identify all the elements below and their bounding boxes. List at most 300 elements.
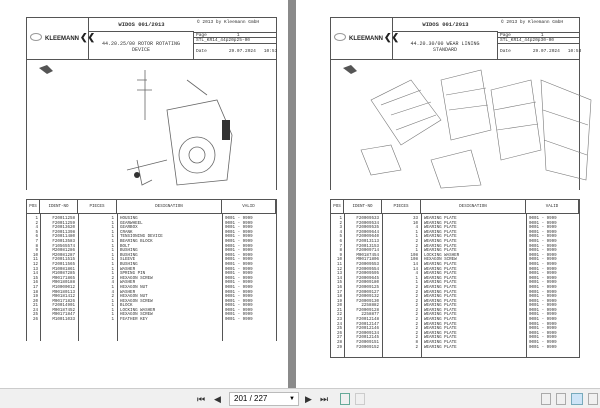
ident-no-cell: F10565574: [52, 244, 75, 249]
first-page-button[interactable]: ⏮: [197, 394, 206, 404]
valid-cell: 0001 - 9999: [225, 249, 253, 254]
pieces-cell: 10: [412, 221, 418, 226]
valid-cell: 0001 - 9999: [529, 235, 557, 240]
date-field: [194, 47, 276, 57]
valid-cell: 0001 - 9999: [529, 226, 557, 231]
page-number-input[interactable]: [229, 392, 299, 406]
pieces-cell: 2: [415, 239, 418, 244]
pos-cell: 17: [336, 290, 342, 295]
pos-cell: 10: [32, 253, 38, 258]
ident-no-cell: M00171865: [52, 276, 75, 281]
pieces-cell: 1: [111, 308, 114, 313]
pieces-cell: 2: [111, 295, 114, 300]
date-label: Date: [500, 49, 511, 54]
pos-cell: 7: [339, 244, 342, 249]
column-header: VALID: [526, 200, 579, 213]
pieces-cell: 108: [410, 258, 418, 263]
ident-no-cell: F20009151: [356, 341, 379, 346]
last-page-button[interactable]: ⏭: [320, 394, 329, 404]
designation-cell: WEARING PLATE: [424, 336, 457, 341]
ident-no-cell: M00171826: [52, 299, 75, 304]
valid-cell: 0001 - 9999: [529, 322, 557, 327]
valid-cell: 0001 - 9999: [529, 217, 557, 221]
ident-no-cell: F20011398: [52, 230, 75, 235]
pieces-cell: 1: [111, 285, 114, 290]
assembly-description: [89, 32, 194, 59]
exploded-drawing: [26, 60, 277, 190]
valid-cell: 0001 - 9999: [225, 295, 253, 300]
description-line-2: DEVICE: [131, 47, 150, 53]
designation-cell: WEARING PLATE: [424, 217, 457, 221]
pieces-cell: 4: [111, 290, 114, 295]
copyright: © 2013 by Kleemann GmbH: [197, 20, 260, 25]
prev-page-button[interactable]: ◀: [214, 394, 221, 404]
pos-cell: 14: [336, 276, 342, 281]
pieces-cell: 1: [111, 244, 114, 249]
designation-cell: BEARING BLOCK: [120, 239, 153, 244]
designation-cell: HEXAGON SCREW: [120, 299, 153, 304]
designation-cell: WEARING PLATE: [424, 318, 457, 323]
time-value: 10:53: [567, 49, 582, 54]
valid-cell: 0001 - 9999: [529, 295, 557, 300]
logo: [331, 18, 400, 59]
pos-cell: 7: [35, 239, 38, 244]
valid-cell: 0001 - 9999: [529, 230, 557, 235]
designation-cell: WEARING PLATE: [424, 304, 457, 309]
valid-cell: 0001 - 9999: [225, 304, 253, 309]
column-header: POS: [331, 200, 344, 213]
pieces-cell: 1: [415, 276, 418, 281]
ident-no-cell: F20009534: [356, 221, 379, 226]
ident-no-cell: F20009595: [356, 272, 379, 277]
designation-cell: WEARING PLATE: [424, 308, 457, 313]
pos-cell: 20: [32, 299, 38, 304]
pos-cell: 15: [336, 281, 342, 286]
valid-cell: 0001 - 9999: [529, 244, 557, 249]
document-page-right: [296, 0, 600, 388]
ident-no-cell: F20009714: [356, 249, 379, 254]
pos-cell: 11: [336, 262, 342, 267]
pos-cell: 6: [35, 235, 38, 240]
designation-cell: HEXAGON SCREW: [120, 276, 153, 281]
pos-cell: 6: [339, 239, 342, 244]
table-header: [27, 200, 276, 214]
pieces-cell: 2: [415, 285, 418, 290]
brand-name: KLEEMANN: [349, 36, 383, 42]
valid-cell: 0001 - 9999: [529, 249, 557, 254]
pos-cell: 1: [35, 217, 38, 221]
pos-cell: 25: [32, 313, 38, 318]
designation-cell: BUSHING: [120, 262, 138, 267]
designation-cell: WEARING PLATE: [424, 244, 457, 249]
two-page-continuous-icon[interactable]: [588, 393, 598, 405]
pieces-cell: 1: [111, 262, 114, 267]
pos-cell: 24: [32, 308, 38, 313]
designation-cell: WEARING PLATE: [424, 331, 457, 336]
next-page-button[interactable]: ▶: [305, 394, 312, 404]
pieces-cell: 2: [415, 331, 418, 336]
pos-cell: 11: [32, 258, 38, 263]
column-header: PIECES: [382, 200, 421, 213]
designation-cell: GEARWHEEL: [120, 221, 143, 226]
valid-cell: 0001 - 9999: [529, 239, 557, 244]
valid-cell: 0001 - 9999: [225, 239, 253, 244]
two-page-view-icon[interactable]: [571, 393, 583, 405]
valid-cell: 0001 - 9999: [225, 313, 253, 318]
designation-cell: WASHER: [120, 281, 136, 286]
designation-cell: BOLT: [120, 244, 131, 249]
ident-no-cell: F20011259: [52, 221, 75, 226]
ident-no-cell: F20009554: [356, 267, 379, 272]
pieces-cell: 2: [415, 327, 418, 332]
column-header: VALID: [222, 200, 276, 213]
ident-no-cell: F20014901: [52, 304, 75, 309]
pieces-cell: 1: [415, 281, 418, 286]
pieces-cell: 8: [415, 341, 418, 346]
valid-cell: 0001 - 9999: [529, 318, 557, 323]
pieces-cell: 1: [111, 272, 114, 277]
valid-cell: 0001 - 9999: [529, 276, 557, 281]
single-page-view-icon[interactable]: [541, 393, 551, 405]
designation-cell: SLEEVE: [120, 258, 136, 263]
pos-cell: 13: [336, 272, 342, 277]
brand-name: KLEEMANN: [45, 36, 79, 42]
ident-no-cell: M10011033: [52, 318, 75, 323]
designation-cell: TENSIONING DEVICE: [120, 235, 163, 240]
pieces-cell: 1: [415, 230, 418, 235]
valid-cell: 0001 - 9999: [529, 327, 557, 332]
date-value: 29.07.2024: [228, 49, 256, 54]
valid-cell: 0001 - 9999: [529, 331, 557, 336]
valid-cell: 0001 - 9999: [225, 230, 253, 235]
ident-no-cell: F20009640: [356, 235, 379, 240]
valid-cell: 0001 - 9999: [225, 235, 253, 240]
designation-cell: WEARING PLATE: [424, 272, 457, 277]
valid-cell: 0001 - 9999: [225, 258, 253, 263]
pos-cell: 22: [336, 313, 342, 318]
title-block: [330, 17, 580, 60]
designation-cell: WEARING PLATE: [424, 290, 457, 295]
parts-table: [330, 199, 580, 358]
valid-cell: 0001 - 9999: [529, 345, 557, 350]
pos-cell: 20: [336, 304, 342, 309]
pieces-cell: 2: [415, 304, 418, 309]
valid-cell: 0001 - 9999: [529, 341, 557, 346]
valid-cell: 0001 - 9999: [225, 226, 253, 231]
pieces-cell: 2: [415, 299, 418, 304]
pieces-cell: 33: [412, 217, 418, 221]
pos-cell: 8: [339, 249, 342, 254]
ident-no-cell: M10081861: [52, 267, 75, 272]
valid-cell: 0001 - 9999: [225, 299, 253, 304]
designation-cell: HEXAGON NUT: [120, 285, 148, 290]
designation-cell: HEXAGON SCREW: [120, 313, 153, 318]
designation-cell: WEARING PLATE: [424, 226, 457, 231]
kleemann-chevron-icon: ❮❮: [80, 32, 96, 42]
pos-cell: 24: [336, 322, 342, 327]
pos-cell: 12: [32, 262, 38, 267]
pieces-cell: 2: [415, 295, 418, 300]
valid-cell: 0001 - 9999: [225, 253, 253, 258]
pieces-cell: 1: [111, 239, 114, 244]
pos-cell: 17: [32, 285, 38, 290]
pos-cell: 28: [336, 341, 342, 346]
pos-cell: 27: [336, 336, 342, 341]
pieces-cell: 1: [111, 217, 114, 221]
pieces-cell: 1: [111, 267, 114, 272]
widos-title: WIDOS 001/2013: [393, 18, 498, 32]
pos-cell: 23: [336, 318, 342, 323]
designation-cell: WEARING PLATE: [424, 285, 457, 290]
ident-no-cell: F20012147: [356, 322, 379, 327]
pieces-cell: 1: [111, 226, 114, 231]
designation-cell: CRANK: [120, 230, 133, 235]
pos-cell: 18: [32, 290, 38, 295]
pieces-cell: 4: [111, 281, 114, 286]
valid-cell: 0001 - 9999: [225, 221, 253, 226]
ident-no-cell: M10087285: [52, 272, 75, 277]
designation-cell: LOCKING WASHER: [424, 253, 460, 258]
pieces-cell: 1: [111, 221, 114, 226]
valid-cell: 0001 - 9999: [225, 308, 253, 313]
valid-cell: 0001 - 9999: [529, 336, 557, 341]
valid-cell: 0001 - 9999: [225, 276, 253, 281]
date-value: 29.07.2024: [532, 49, 560, 54]
seal-icon: [334, 33, 346, 41]
column-header: POS: [27, 200, 40, 213]
pos-cell: 14: [32, 272, 38, 277]
valid-cell: 0001 - 9999: [225, 281, 253, 286]
valid-cell: 0001 - 9999: [529, 313, 557, 318]
pieces-cell: 1: [111, 258, 114, 263]
designation-cell: HEXAGON NUT: [120, 295, 148, 300]
valid-cell: 0001 - 9999: [529, 262, 557, 267]
time-value: 10:53: [263, 49, 278, 54]
designation-cell: WASHER: [120, 290, 136, 295]
designation-cell: BUSHING: [120, 249, 138, 254]
pos-cell: 13: [32, 267, 38, 272]
ident-no-cell: F20009152: [356, 345, 379, 350]
pieces-cell: 1: [111, 304, 114, 309]
pos-cell: 26: [32, 318, 38, 323]
pos-cell: 15: [32, 276, 38, 281]
valid-cell: 0001 - 9999: [529, 253, 557, 258]
ident-no-cell: F20009553: [356, 262, 379, 267]
ident-no-cell: F20009645: [356, 276, 379, 281]
designation-cell: WEARING PLATE: [424, 322, 457, 327]
pos-cell: 4: [35, 226, 38, 231]
pos-cell: 1: [339, 217, 342, 221]
valid-cell: 0001 - 9999: [225, 290, 253, 295]
designation-cell: FEATHER KEY: [120, 318, 148, 323]
ident-no-cell: F20009130: [356, 299, 379, 304]
designation-cell: BLOCK: [120, 304, 133, 309]
table-row: [331, 346, 579, 351]
designation-cell: WEARING PLATE: [424, 341, 457, 346]
ident-no-cell: F20011565: [52, 262, 75, 267]
pieces-cell: 14: [412, 267, 418, 272]
designation-cell: WEARING PLATE: [424, 299, 457, 304]
continuous-view-icon[interactable]: [556, 393, 566, 405]
designation-cell: WEARING PLATE: [424, 276, 457, 281]
fit-page-icon[interactable]: [340, 393, 350, 405]
pos-cell: 16: [336, 285, 342, 290]
ident-no-cell: F20013153: [356, 244, 379, 249]
description-line-2: STANDARD: [432, 47, 457, 53]
ident-no-cell: F20009128: [356, 308, 379, 313]
pieces-cell: 2: [415, 345, 418, 350]
pieces-cell: 4: [415, 272, 418, 277]
valid-cell: 0001 - 9999: [225, 267, 253, 272]
valid-cell: 0001 - 9999: [529, 290, 557, 295]
pos-cell: 9: [339, 253, 342, 258]
ident-no-cell: F20009127: [356, 290, 379, 295]
valid-cell: 0001 - 9999: [529, 299, 557, 304]
pos-cell: 21: [32, 304, 38, 309]
pos-cell: 4: [339, 230, 342, 235]
designation-cell: WEARING PLATE: [424, 313, 457, 318]
valid-cell: 0001 - 9999: [225, 318, 253, 323]
pos-cell: 25: [336, 327, 342, 332]
pieces-cell: 2: [415, 244, 418, 249]
column-header: DESIGNATION: [421, 200, 526, 213]
kleemann-chevron-icon: ❮❮: [384, 32, 400, 42]
date-label: Date: [196, 49, 207, 54]
designation-cell: HEXAGON SCREW: [424, 258, 457, 263]
table-row: [27, 318, 276, 323]
ident-no-cell: M00171847: [52, 313, 75, 318]
ident-no-cell: M00181412: [52, 295, 75, 300]
pos-cell: 19: [32, 295, 38, 300]
title-block: [26, 17, 277, 60]
pos-cell: 21: [336, 308, 342, 313]
date-field: [498, 47, 582, 57]
pos-cell: 5: [35, 230, 38, 235]
page-indicator: 201 / 227: [234, 394, 268, 403]
valid-cell: 0001 - 9999: [529, 272, 557, 277]
document-page-left: [0, 0, 288, 388]
pieces-cell: 108: [410, 253, 418, 258]
pieces-cell: 2: [415, 290, 418, 295]
valid-cell: 0001 - 9999: [225, 272, 253, 277]
valid-cell: 0001 - 9999: [225, 285, 253, 290]
pos-cell: 2: [339, 221, 342, 226]
pieces-cell: 1: [111, 253, 114, 258]
pieces-cell: 1: [111, 230, 114, 235]
column-header: IDENT-NO: [40, 200, 78, 213]
ident-no-cell: F20011258: [52, 217, 75, 221]
ident-no-cell: M00171806: [356, 258, 379, 263]
column-header: PIECES: [78, 200, 117, 213]
ident-no-cell: M20081287: [52, 253, 75, 258]
ident-no-cell: F20012146: [356, 327, 379, 332]
designation-cell: WEARING PLATE: [424, 249, 457, 254]
brand-logo: [45, 32, 95, 43]
ident-no-cell: F20009535: [356, 226, 379, 231]
pos-cell: 12: [336, 267, 342, 272]
designation-cell: SPRING PIN: [120, 272, 146, 277]
pos-cell: 5: [339, 235, 342, 240]
designation-cell: WEARING PLATE: [424, 262, 457, 267]
ident-no-cell: F20009533: [356, 217, 379, 221]
brand-logo: [349, 32, 399, 43]
page-label: Page: [196, 33, 207, 38]
valid-cell: 0001 - 9999: [225, 244, 253, 249]
description-line-1: 44.20.25/00 ROTOR ROTATING: [101, 41, 180, 47]
pieces-cell: 1: [111, 318, 114, 323]
seal-icon: [30, 33, 42, 41]
designation-cell: WEARING PLATE: [424, 239, 457, 244]
ident-no-cell: F20009644: [356, 230, 379, 235]
pos-cell: 29: [336, 345, 342, 350]
widos-title: WIDOS 001/2013: [89, 18, 194, 32]
chevron-down-icon[interactable]: ▼: [289, 396, 295, 402]
ident-no-cell: F20009134: [356, 331, 379, 336]
valid-cell: 0001 - 9999: [529, 281, 557, 286]
pieces-cell: 2: [415, 322, 418, 327]
doc-code: STL_KR14_44p20p30-00: [498, 38, 579, 44]
ident-no-cell: M20081286: [52, 249, 75, 254]
pos-cell: 9: [35, 249, 38, 254]
ident-no-cell: 2258882: [361, 304, 379, 309]
pos-cell: 3: [339, 226, 342, 231]
column-header: IDENT-NO: [344, 200, 382, 213]
ident-no-cell: F20011515: [52, 258, 75, 263]
pieces-cell: 2: [415, 313, 418, 318]
designation-cell: LOCKING WASHER: [120, 308, 156, 313]
ident-no-cell: F20013583: [52, 239, 75, 244]
page-number: 1: [236, 33, 240, 38]
column-header: DESIGNATION: [117, 200, 222, 213]
fit-width-icon[interactable]: [355, 393, 365, 405]
pos-cell: 18: [336, 295, 342, 300]
pieces-cell: 2: [415, 308, 418, 313]
parts-table: [26, 199, 277, 341]
valid-cell: 0001 - 9999: [529, 308, 557, 313]
valid-cell: 0001 - 9999: [529, 285, 557, 290]
pos-cell: 2: [35, 221, 38, 226]
doc-code: STL_KR14_44p20p25-00: [194, 38, 276, 44]
ident-no-cell: M00180113: [52, 290, 75, 295]
valid-cell: 0001 - 9999: [225, 262, 253, 267]
designation-cell: WEARING PLATE: [424, 295, 457, 300]
valid-cell: 0001 - 9999: [225, 217, 253, 221]
valid-cell: 0001 - 9999: [529, 267, 557, 272]
logo: [27, 18, 96, 59]
designation-cell: WEARING PLATE: [424, 235, 457, 240]
designation-cell: WEARING PLATE: [424, 281, 457, 286]
pos-cell: 16: [32, 281, 38, 286]
ident-no-cell: M00187454: [356, 253, 379, 258]
ident-no-cell: F20009132: [356, 295, 379, 300]
valid-cell: 0001 - 9999: [529, 258, 557, 263]
valid-cell: 0001 - 9999: [529, 304, 557, 309]
designation-cell: WEARING PLATE: [424, 327, 457, 332]
pieces-cell: 1: [111, 249, 114, 254]
pieces-cell: 4: [415, 226, 418, 231]
table-header: [331, 200, 579, 214]
designation-cell: WEARING PLATE: [424, 345, 457, 350]
ident-no-cell: M00180188: [52, 281, 75, 286]
ident-no-cell: F20013113: [356, 239, 379, 244]
copyright: © 2013 by Kleemann GmbH: [501, 20, 564, 25]
ident-no-cell: F20009180: [356, 281, 379, 286]
pieces-cell: 1: [111, 313, 114, 318]
pieces-cell: 2: [415, 336, 418, 341]
designation-cell: GEARBOX: [120, 226, 138, 231]
designation-cell: WEARING PLATE: [424, 230, 457, 235]
page-number: 1: [540, 33, 544, 38]
